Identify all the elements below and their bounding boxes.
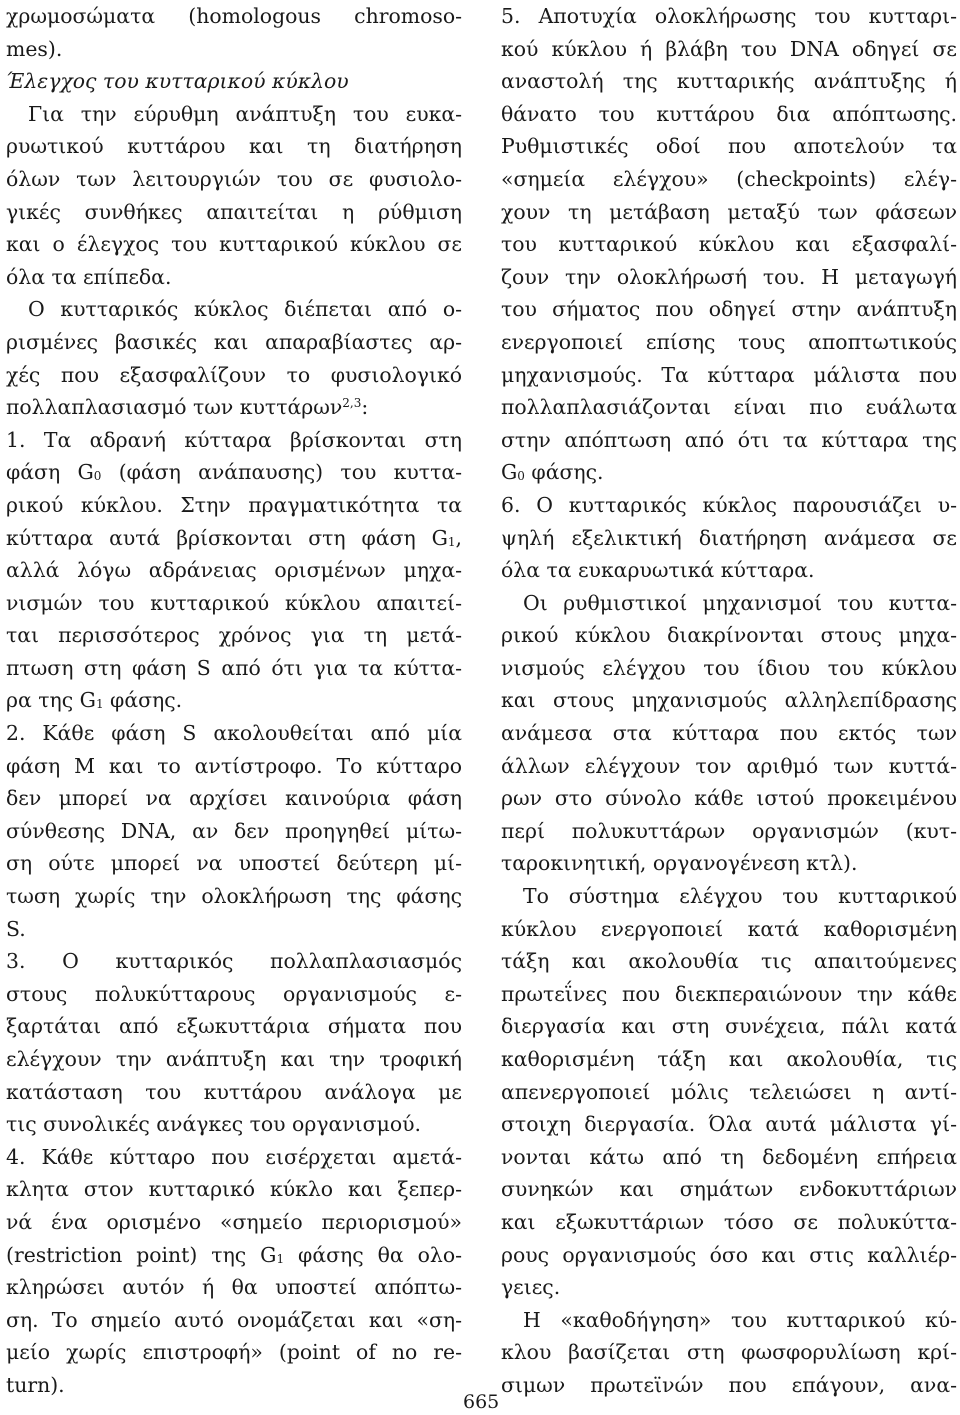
text-line — [6, 456, 462, 489]
text-line — [6, 391, 462, 424]
text-line: όλα τα επίπεδα. — [6, 264, 172, 289]
list-item-2: 2. Κάθε φάση S ακολουθείται από μία — [6, 721, 462, 746]
text-line: νά ένα ορισμένο «σημείο περιορισμού» — [6, 1209, 462, 1234]
text-line: μηχανισμούς. Τα κύτταρα μάλιστα που — [501, 362, 957, 387]
text-line: συνηκών και σημάτων ενδοκυττάριων — [501, 1177, 957, 1202]
subscript: 1 — [276, 1251, 285, 1266]
text-line: τάξη και ακολουθία τις απαιτούμενες — [501, 949, 957, 974]
text-line: ενεργοποιεί επίσης τους αποπτωτικούς — [501, 329, 957, 354]
text-line — [6, 522, 462, 555]
text-line: γικές συνθήκες απαιτείται η ρύθμιση — [6, 199, 462, 224]
text-line — [6, 684, 462, 717]
text-line: όλα τα ευκαρυωτικά κύτταρα. — [501, 558, 815, 583]
text-fragment: φάσης θα ολο- — [284, 1242, 462, 1267]
text-fragment: ρα της G — [6, 688, 96, 713]
text-line: ρους οργανισμούς όσο και στις καλλιέρ- — [501, 1242, 957, 1267]
text-line: ταροκινητική, οργανογένεση κτλ). — [501, 851, 858, 876]
text-line: αναστολή της κυτταρικής ανάπτυξης ή — [501, 69, 957, 94]
text-fragment: κύτταρα αυτά βρίσκονται στη φάση G — [6, 525, 448, 550]
section-heading: Έλεγχος του κυτταρικού κύκλου — [6, 69, 349, 94]
list-item-1: 1. Τα αδρανή κύτταρα βρίσκονται στη — [6, 427, 462, 452]
text-line: κληρώσει αυτόν ή θα υποστεί απόπτω- — [6, 1275, 462, 1300]
subscript: 1 — [95, 697, 104, 712]
text-line: τις συνολικές ανάγκες του οργανισμού. — [6, 1112, 421, 1137]
text-line: τωση χωρίς την ολοκλήρωση της φάσης — [6, 884, 462, 909]
page-number: 665 — [463, 1391, 500, 1413]
text-line: χές που εξασφαλίζουν το φυσιολογικό — [6, 362, 462, 387]
text-line: στοιχη διεργασία. Όλα αυτά μάλιστα γί- — [501, 1112, 957, 1137]
text-line — [6, 1239, 462, 1272]
text-fragment: G — [501, 460, 518, 485]
text-line: ρων στο σύνολο κάθε ιστού προκειμένου — [501, 786, 957, 811]
text-fragment: (φάση ανάπαυσης) του κυττα- — [101, 460, 462, 485]
text-line: πρωτεΐνες που διεκπεραιώνουν την κάθε — [501, 981, 957, 1006]
text-line: κατάσταση του κυττάρου ανάλογα με — [6, 1079, 462, 1104]
list-item-4: 4. Κάθε κύτταρο που εισέρχεται αμετά- — [6, 1144, 462, 1169]
text-line: κλου βασίζεται στη φωσφορυλίωση κρί- — [501, 1340, 957, 1365]
text-line: Για την εύρυθμη ανάπτυξη του ευκα- — [28, 101, 462, 126]
list-item-6: 6. Ο κυτταρικός κύκλος παρουσιάζει υ- — [501, 492, 957, 517]
text-line: και ο έλεγχος του κυτταρικού κύκλου σε — [6, 232, 462, 257]
text-line: Το σύστημα ελέγχου του κυτταρικού — [523, 884, 957, 909]
list-item-3: 3. Ο κυτταρικός πολλαπλασιασμός — [6, 949, 462, 974]
text-line: Οι ρυθμιστικοί μηχανισμοί του κυττα- — [523, 590, 957, 615]
text-line: Η «καθοδήγηση» του κυτταρικού κύ- — [523, 1307, 957, 1332]
text-line: S. — [6, 916, 26, 941]
text-line: και στους μηχανισμούς αλληλεπίδρασης — [501, 688, 957, 713]
text-fragment: πολλαπλασιασμό των κυττάρων — [6, 395, 343, 420]
text-line: νισμών του κυτταρικού κύκλου απαιτεί- — [6, 590, 462, 615]
text-fragment: φάσης. — [103, 688, 183, 713]
text-line: ψηλή εξελικτική διατήρηση ανάμεσα σε — [501, 525, 957, 550]
text-line: ρισμένες βασικές και απαραβίαστες αρ- — [6, 329, 462, 354]
text-line: του κυτταρικού κύκλου και εξασφαλί- — [501, 232, 957, 257]
text-line: γειες. — [501, 1275, 561, 1300]
text-line — [501, 456, 957, 489]
text-line: ξαρτάται από εξωκυττάρια σήματα που — [6, 1014, 462, 1039]
text-line: χρωμοσώματα (homologous chromoso- — [6, 4, 462, 28]
subscript: 0 — [93, 469, 102, 484]
text-line: κύκλου ενεργοποιεί κατά καθορισμένη — [501, 916, 957, 941]
text-line: απενεργοποιεί μόλις τελειώσει η αντί- — [501, 1079, 957, 1104]
text-line: χουν τη μετάβαση μεταξύ των φάσεων — [501, 199, 957, 224]
text-line: περί πολυκυττάρων οργανισμών (κυτ- — [501, 818, 957, 843]
text-fragment: φάσης. — [524, 460, 604, 485]
text-line: Ο κυτταρικός κύκλος διέπεται από ο- — [28, 297, 462, 322]
text-line: mes). — [6, 36, 63, 61]
text-line: ρικού κύκλου διακρίνονται στους μηχα- — [501, 623, 957, 648]
text-line: ρυωτικού κυττάρου και τη διατήρηση — [6, 134, 462, 159]
text-line: διεργασία και στη συνέχεια, πάλι κατά — [501, 1014, 957, 1039]
text-fragment: φάση G — [6, 460, 94, 485]
left-column — [6, 0, 462, 1402]
text-line: δεν μπορεί να αρχίσει καινούρια φάση — [6, 786, 462, 811]
text-fragment: , — [455, 525, 462, 550]
text-line: «σημεία ελέγχου» (checkpoints) ελέγ- — [501, 166, 957, 191]
text-line: άλλων ελέγχουν τον αριθμό των κυττά- — [501, 753, 957, 778]
text-line: ση. Το σημείο αυτό ονομάζεται και «ση- — [6, 1307, 462, 1332]
text-line: νισμούς ελέγχου του ίδιου του κύκλου — [501, 655, 957, 680]
text-line: ελέγχουν την ανάπτυξη και την τροφική — [6, 1047, 462, 1071]
text-line: αλλά λόγω αδράνειας ορισμένων μηχα- — [6, 558, 462, 583]
text-line: ση ούτε μπορεί να υποστεί δεύτερη μί- — [6, 851, 462, 876]
text-line: στην απόπτωση από ότι τα κύτταρα της — [501, 427, 957, 452]
text-line: ρικού κύκλου. Στην πραγματικότητα τα — [6, 492, 462, 517]
text-line: του σήματος που οδηγεί στην ανάπτυξη — [501, 297, 957, 322]
subscript: 0 — [517, 469, 525, 484]
subscript: 1 — [447, 534, 456, 549]
text-line: σιμων πρωτεϊνών που επάγουν, ανα- — [501, 1372, 957, 1397]
text-line: όλων των λειτουργιών του σε φυσιολο- — [6, 166, 462, 191]
text-fragment: (restriction point) της G — [6, 1242, 277, 1267]
text-line: πολλαπλασιάζονται είναι πιο ευάλωτα — [501, 395, 957, 420]
text-fragment: : — [361, 395, 369, 420]
text-line: στους πολυκύτταρους οργανισμούς ε- — [6, 981, 462, 1006]
text-line: θάνατο του κυττάρου δια απόπτωσης. — [501, 101, 957, 126]
text-line: ανάμεσα στα κύτταρα που εκτός των — [501, 721, 957, 746]
text-line: καθορισμένη τάξη και ακολουθία, τις — [501, 1047, 957, 1071]
text-line: ται περισσότερος χρόνος για τη μετά- — [6, 623, 462, 648]
text-line: πτωση στη φάση S από ότι για τα κύττα- — [6, 655, 462, 680]
text-line: Ρυθμιστικές οδοί που αποτελούν τα — [501, 134, 957, 159]
text-line: φάση Μ και το αντίστροφο. Το κύτταρο — [6, 753, 462, 778]
text-line: και εξωκυττάριων τόσο σε πολυκύττα- — [501, 1209, 957, 1234]
text-line: μείο χωρίς επιστροφή» (point of no re- — [6, 1340, 462, 1365]
text-line: ζουν την ολοκλήρωσή του. Η μεταγωγή — [501, 264, 957, 289]
right-column — [501, 0, 957, 1402]
text-line: κλητα στον κυτταρικό κύκλο και ξεπερ- — [6, 1177, 462, 1202]
text-line: κού κύκλου ή βλάβη του DNA οδηγεί σε — [501, 36, 957, 61]
text-line: turn). — [6, 1372, 65, 1397]
text-line: σύνθεσης DNA, αν δεν προηγηθεί μίτω- — [6, 818, 462, 843]
citation-superscript: 2,3 — [342, 396, 362, 411]
list-item-5: 5. Αποτυχία ολοκλήρωσης του κυτταρι- — [501, 4, 957, 28]
text-line: νονται κάτω από τη δεδομένη επήρεια — [501, 1144, 957, 1169]
